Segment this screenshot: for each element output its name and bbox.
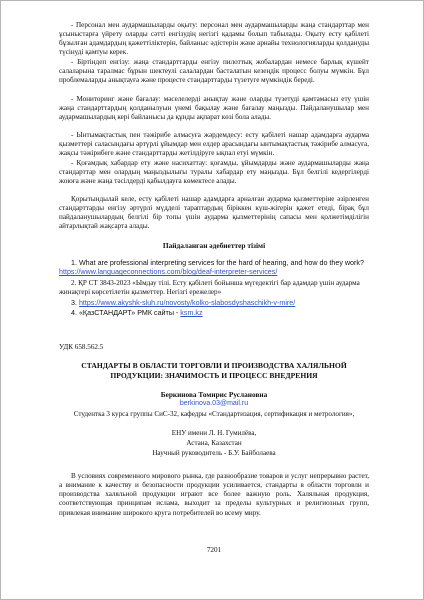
author-affiliation: Студентка 3 курса группы СиС-32, кафедры «Стандартизация, сертификация и метрология», bbox=[73, 410, 355, 418]
body-paragraph-monitoring: - Мониторинг және бағалау: мәселелерді анықтау және оларды түзетуді қамтамасыз ету үшін жаңа стандарттардың қолданылуын үнемі бақылау және бағалау маңызды. Пайдаланушылар мен аудармашылардың кері байланысы да құнды ақпарат көзі бола алады. bbox=[59, 95, 369, 122]
author-university: ЕНУ имени Л. Н. Гумилёва, bbox=[171, 429, 257, 437]
author-name: Беркинова Томирис Руслановна bbox=[160, 390, 268, 399]
body-paragraph-gradual: - Біртіндеп енгізу: жаңа стандарттарды енгізу пилоттық жобалардан немесе барлық күшейт салаларына таралмас бұрын шектеулі салалардан басталатын кезеңдік процесс болуы мүмкін. Бұл проблемаларды анықтауға және процесте стандарттарды түзетуге мүмкіндік береді. bbox=[59, 58, 369, 85]
article-title: СТАНДАРТЫ В ОБЛАСТИ ТОРГОВЛИ И ПРОИЗВОДСТВА ХАЛЯЛЬНОЙ ПРОДУКЦИИ: ЗНАЧИМОСТЬ И ПРОЦЕСС ВНЕДРЕНИЯ bbox=[81, 361, 347, 380]
references-heading: Пайдаланған әдебиеттер тізімі bbox=[162, 241, 266, 250]
udc-code: УДК 658.562.5 bbox=[59, 343, 104, 351]
author-email[interactable]: berkinova.03@mail.ru bbox=[179, 400, 249, 407]
author-location: Астана, Казахстан bbox=[186, 439, 242, 447]
reference-item-3: 3. https://www.akyshk-sluh.ru/novosty/kolko-slabosdyshaschikh-v-mire/ bbox=[71, 299, 296, 307]
body-paragraph-awareness: - Қоғамдық хабардар ету және насихаттау: қоғамды, ұйымдарды және аудармашыларды жаңа стандарттар мен олардың маңыздылығы туралы хабардар ету маңызды. Бұл белгілі кедергілерді жоюға және жаңа тәсілдерді қабылдауға көмектесе алады. bbox=[59, 159, 369, 186]
reference-link-4[interactable]: ksm.kz bbox=[180, 309, 203, 317]
body-paragraph-conclusion: Қорытындылай келе, есту қабілеті нашар адамдарға арналған аударма қызметтеріне әзірленген стандарттарды енгізу әртүрлі мүдделі тараптардың біріккен күш-жігерін қажет етеді, бірақ бұл пайдаланушылардың белгілі бір топы үшін аударма қызметтерінің сапасы мен қолжетімділігін айтарлықтай жақсарта алады. bbox=[59, 195, 369, 231]
reference-link-3[interactable]: https://www.akyshk-sluh.ru/novosty/kolko-slabosdyshaschikh-v-mire/ bbox=[78, 299, 296, 307]
page-number: 7201 bbox=[206, 546, 222, 554]
body-paragraph-training: - Персонал мен аудармашыларды оқыту: персонал мен аудармашыларды жаңа стандарттар мен ұсыныстарға үйрету оларды сәтті енгізудің негізгі қадамы болып табылады. Оқыту есту қабілеті бұзылған адамдардың қажеттіліктерін, байланыс әдістерін және арнайы технологияларды қолдануды түсінуді қамтуы керек. bbox=[59, 21, 369, 57]
body-paragraph-cooperation: - Ынтымақтастық пен тәжірибе алмасуға жәрдемдесу: есту қабілеті нашар адамдарға аударма қызметтері саласындағы әртүрлі ұйымдар мен елдер арасындағы ынтымақтастық тәжірибе алмасуға, жақсы тәжірибеге және стандарттарды жетілдіруге ықпал етуі мүмкін. bbox=[59, 131, 369, 158]
intro-paragraph: В условиях современного мирового рынка, где разнообразие товаров и услуг непрерывно растет, а внимание к качеству и безопасности продукции усиливается, стандарты в области торговли и производства халяльной продукции играют все более важную роль. Халяльная продукция, соответствующая принципам ислама, выходит за пределы культурных и религиозных групп, привлекая внимание широкого круга потребителей во всему миру. bbox=[59, 472, 369, 517]
reference-item-1: 1. What are professional interpreting services for the hard of hearing, and how do they work? https://www.languageconnections.com/blog/deaf-interpreter-services/ bbox=[59, 259, 364, 277]
reference-link-1[interactable]: https://www.languageconnections.com/blog/deaf-interpreter-services/ bbox=[59, 268, 278, 277]
reference-item-4: 4. «ҚазСТАНДАРТ» РМК сайты - ksm.kz bbox=[71, 309, 203, 317]
reference-item-2: 2. ҚР СТ 3843-2023 «Ымдау тілі. Есту қабілеті бойынша мүгедектігі бар адамдар үшін аударма жинақтері көрсетілетін қызметтер. Негізгі ережелер» bbox=[59, 279, 360, 297]
author-supervisor: Научный руководитель - Б.У. Байболаева bbox=[152, 449, 276, 457]
